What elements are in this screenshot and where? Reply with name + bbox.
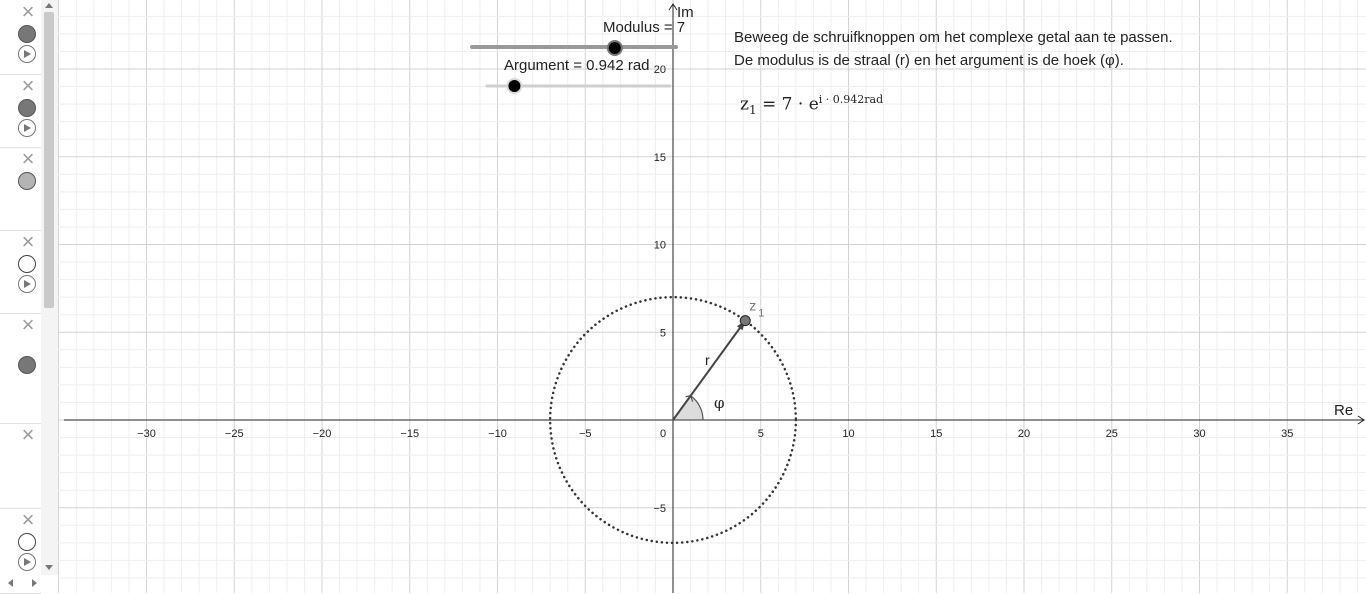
scroll-up-icon[interactable] (45, 3, 53, 8)
play-icon[interactable] (18, 119, 36, 137)
x-tick-label: −30 (137, 428, 156, 440)
y-tick-label: 20 (653, 64, 666, 76)
formula (740, 93, 883, 117)
delete-icon[interactable]: × (21, 146, 35, 171)
x-tick-label: 10 (842, 428, 855, 440)
x-tick-label: 25 (1105, 428, 1118, 440)
algebra-item-z1[interactable] (0, 147, 41, 231)
scroll-left-icon[interactable] (8, 579, 13, 587)
x-tick-label: 15 (930, 428, 943, 440)
algebra-view (0, 0, 59, 593)
argument-slider-knob[interactable] (507, 79, 521, 93)
delete-icon[interactable]: × (21, 229, 35, 254)
delete-icon[interactable]: × (21, 0, 35, 24)
formula-exp: i · 0.942rad (818, 93, 884, 106)
visibility-toggle-icon[interactable] (18, 172, 36, 190)
delete-icon[interactable]: × (21, 312, 35, 337)
x-tick-label: 5 (757, 428, 764, 440)
graphics-view[interactable] (58, 0, 1366, 593)
x-tick-label: 0 (659, 428, 667, 440)
algebra-item-modulus[interactable] (0, 0, 41, 75)
y-tick-label: 5 (659, 327, 666, 340)
y-tick-label: 15 (653, 151, 666, 164)
instruction-line-2: De modulus is de straal (r) en het argument is de hoek (φ). (734, 52, 1124, 69)
x-tick-label: −25 (224, 428, 244, 440)
formula-lhs: z (740, 94, 749, 115)
algebra-item-argument[interactable] (0, 74, 41, 148)
visibility-toggle-icon[interactable] (18, 356, 36, 374)
delete-icon[interactable]: × (21, 73, 35, 98)
modulus-slider-knob[interactable] (608, 41, 622, 55)
x-tick-label: 35 (1281, 428, 1294, 440)
vector-r (673, 321, 745, 420)
algebra-item-point[interactable] (0, 313, 41, 424)
algebra-item-text[interactable] (0, 423, 41, 509)
scroll-right-icon[interactable] (32, 579, 37, 587)
visibility-toggle-icon[interactable] (18, 99, 36, 117)
x-tick-label: −15 (400, 428, 420, 440)
scroll-down-icon[interactable] (45, 565, 53, 570)
y-tick-label: −5 (653, 502, 666, 515)
visibility-toggle-icon[interactable] (18, 25, 36, 43)
r-label: r (705, 352, 710, 368)
point-z1[interactable] (740, 316, 750, 326)
y-tick-label: 10 (653, 239, 666, 252)
point-z1-subscript: 1 (758, 307, 765, 320)
modulus-slider-label: Modulus = 7 (603, 19, 686, 36)
play-icon[interactable] (18, 45, 36, 63)
x-tick-label: −20 (312, 428, 332, 440)
visibility-toggle-icon[interactable] (18, 533, 36, 551)
play-icon[interactable] (18, 553, 36, 571)
algebra-item-angle[interactable] (0, 230, 41, 314)
formula-eq: = 7 · e (762, 94, 819, 115)
argument-slider-label: Argument = 0.942 rad (504, 57, 650, 74)
x-axis-label: Re (1334, 402, 1354, 419)
formula-sub: 1 (748, 103, 757, 118)
instruction-line-1: Beweeg de schruifknoppen om het complexe getal aan te passen. (734, 29, 1173, 46)
point-z1-label: z (749, 297, 757, 314)
algebra-scrollbar-thumb[interactable] (44, 12, 54, 308)
visibility-toggle-icon[interactable] (18, 255, 36, 273)
x-tick-label: −5 (578, 428, 592, 440)
delete-icon[interactable]: × (21, 507, 35, 532)
play-icon[interactable] (18, 275, 36, 293)
x-tick-label: −10 (488, 428, 507, 440)
x-tick-label: 20 (1017, 428, 1031, 440)
phi-label: φ (714, 394, 725, 412)
x-tick-label: 30 (1193, 428, 1206, 440)
y-axis-label: Im (677, 4, 694, 21)
delete-icon[interactable]: × (21, 422, 35, 447)
